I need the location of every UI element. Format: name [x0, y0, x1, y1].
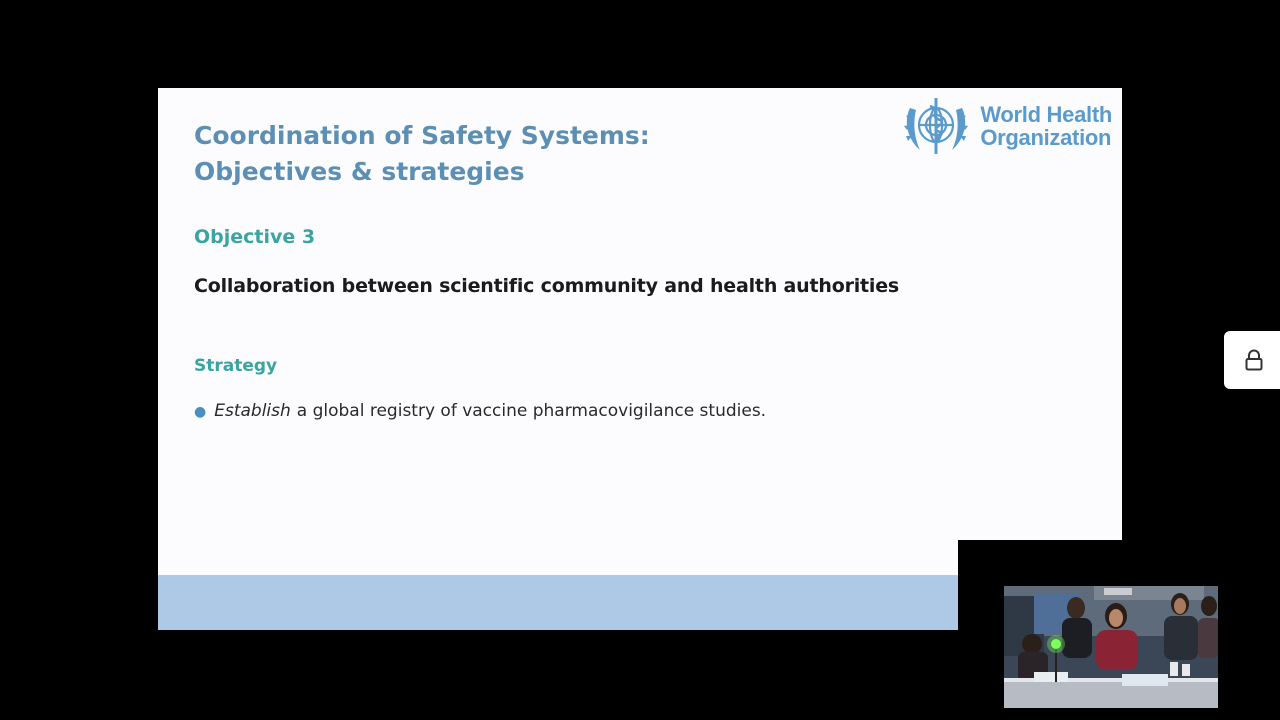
slide-title	[194, 118, 650, 190]
lock-button[interactable]	[1224, 331, 1280, 389]
un-emblem-icon	[898, 94, 974, 158]
strategy-item-emphasis: Establish	[214, 401, 291, 421]
camera-feed-image	[1004, 586, 1218, 708]
bullet-icon: ●	[194, 404, 207, 420]
lock-icon	[1244, 349, 1264, 371]
camera-feed[interactable]	[1004, 586, 1218, 708]
objective-label: Objective 3	[194, 226, 316, 248]
strategy-label: Strategy	[194, 356, 278, 376]
objective-text: Collaboration between scientific community and health authorities	[194, 275, 900, 297]
video-pip-frame	[958, 540, 1280, 720]
strategy-item-text: a global registry of vaccine pharmacovigilance studies.	[296, 401, 767, 421]
who-logo	[898, 94, 1112, 158]
logo-line2: Organization	[980, 125, 1112, 150]
logo-line1: World Health	[980, 102, 1112, 127]
slide-title-line1: Coordination of Safety Systems:	[194, 121, 650, 150]
slide-title-line2: Objectives & strategies	[194, 157, 525, 186]
strategy-item	[194, 401, 766, 421]
who-logo-text	[980, 103, 1112, 149]
